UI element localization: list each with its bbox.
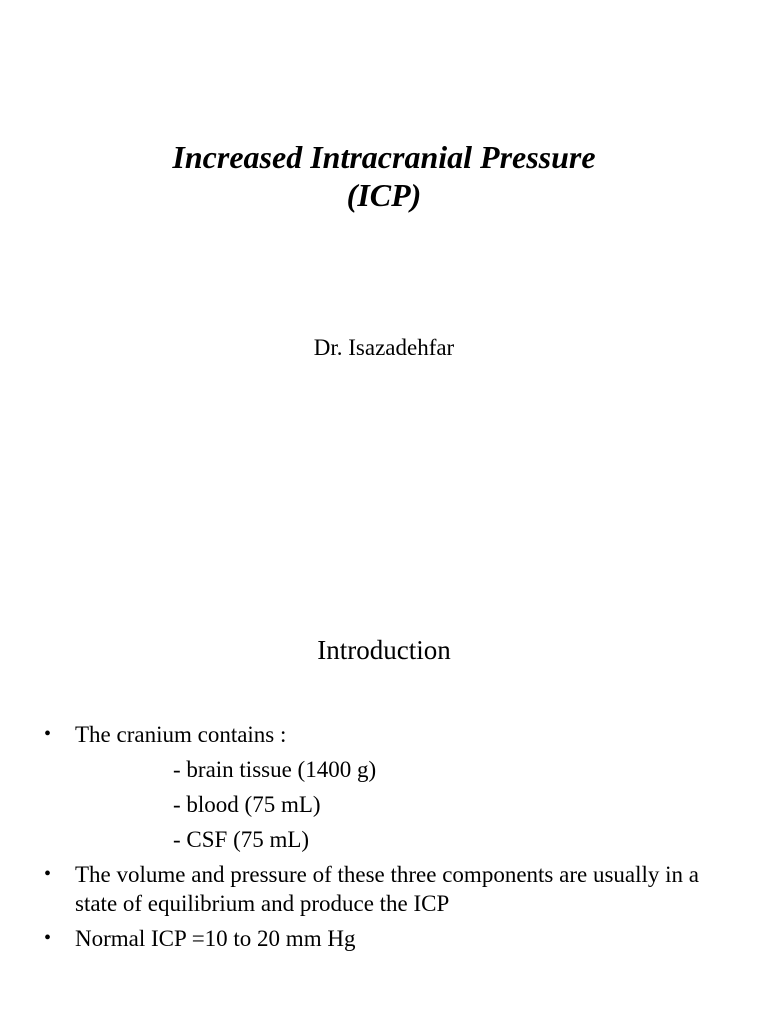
- bullet-text: The volume and pressure of these three components are usually in a state of equilibrium and produce the ICP: [75, 862, 699, 916]
- bullet-list: [44, 720, 744, 959]
- bullet-icon: •: [44, 863, 52, 885]
- slide-heading: Introduction: [317, 635, 451, 665]
- bullet-item-equilibrium: [44, 860, 744, 918]
- sub-item-brain-tissue: - brain tissue (1400 g): [173, 757, 377, 782]
- introduction-slide: [0, 512, 768, 1024]
- bullet-item-normal-icp: [44, 924, 744, 953]
- sub-item-csf: - CSF (75 mL): [173, 827, 310, 852]
- title-line-2: (ICP): [346, 177, 422, 213]
- sub-item-blood: - blood (75 mL): [173, 792, 321, 817]
- slide-title: [0, 138, 768, 214]
- bullet-item-cranium: [44, 720, 744, 854]
- bullet-icon: •: [44, 723, 52, 745]
- title-line-1: Increased Intracranial Pressure: [172, 139, 596, 175]
- bullet-text: The cranium contains :: [75, 722, 287, 747]
- bullet-text: Normal ICP =10 to 20 mm Hg: [75, 926, 356, 951]
- author-name: Dr. Isazadehfar: [313, 335, 455, 360]
- bullet-icon: •: [44, 927, 52, 949]
